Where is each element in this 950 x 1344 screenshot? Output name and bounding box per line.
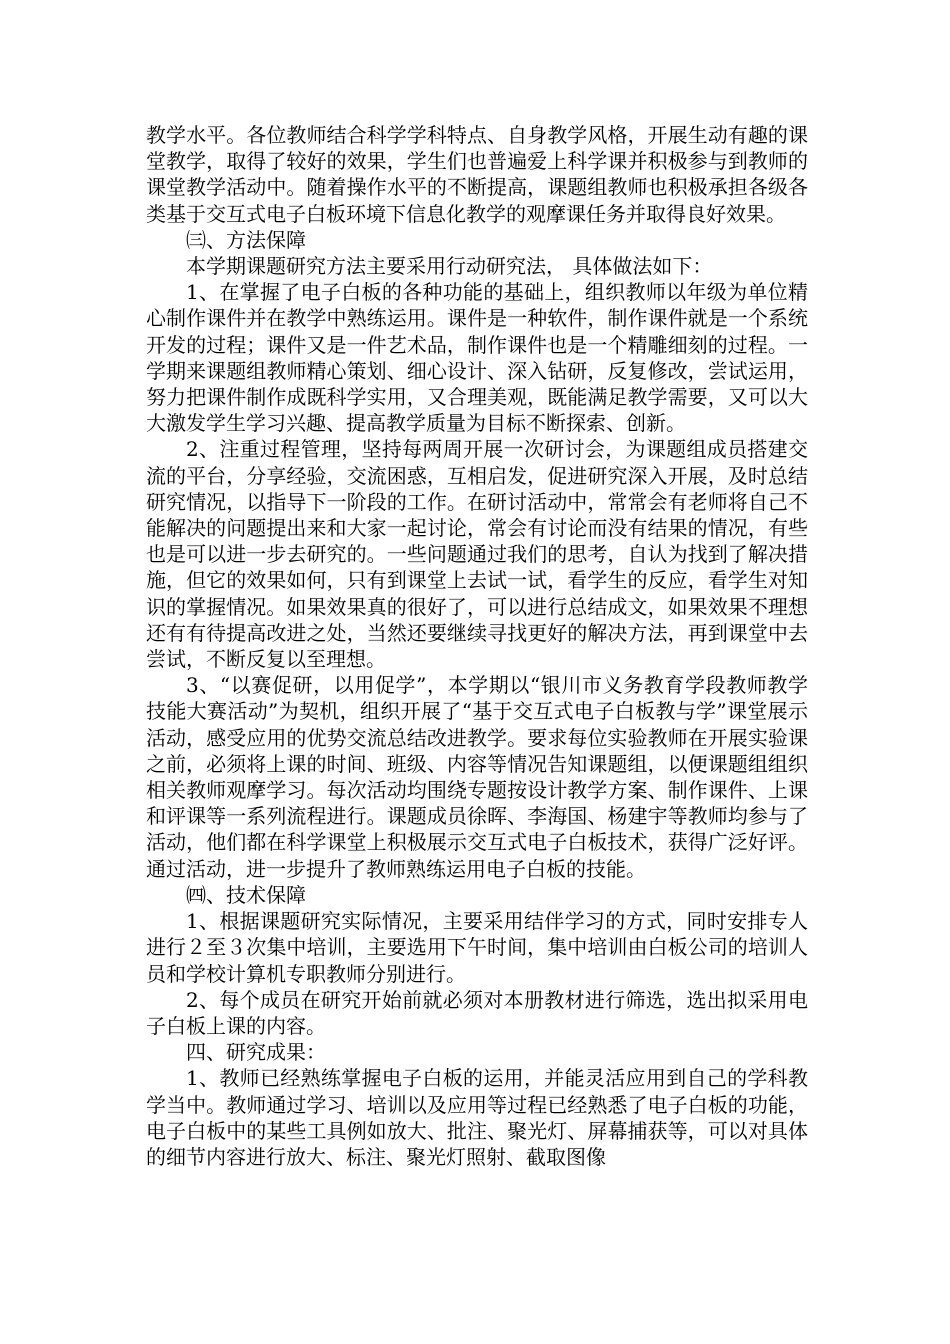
section-heading-method: ㈢、方法保障: [186, 227, 306, 252]
section-heading-tech: ㈣、技术保障: [186, 882, 306, 907]
paragraph-method-2: 2、注重过程管理，坚持每两周开展一次研讨会，为课题组成员搭建交流的平台，分享经验，交流困惑，互相启发，促进研究深入开展，及时总结研究情况，以指导下一阶段的工作。在研讨活动中，常常会有老师将自己不能解决的问题提出来和大家一起讨论，常会有讨论而没有结果的情况，有些也是可以进一步去研究的。一些问题通过我们的思考，自认为找到了解决措施，但它的效果如何，只有到课堂上去试一试，看学生的反应，看学生对知识的掌握情况。如果效果真的很好了，可以进行总结成文，如果效果不理想还有有待提高改进之处，当然还要继续寻找更好的解决方法，再到课堂中去尝试，不断反复以至理想。: [146, 437, 808, 672]
section-heading-results: 四、研究成果：: [186, 1040, 326, 1065]
paragraph-tech-1: 1、根据课题研究实际情况，主要采用结伴学习的方式，同时安排专人进行２至３次集中培训，主要选用下午时间，集中培训由白板公司的培训人员和学校计算机专职教师分别进行。: [146, 909, 808, 986]
document-body: [146, 122, 808, 1170]
paragraph-tech-2: 2、每个成员在研究开始前就必须对本册教材进行筛选，选出拟采用电子白板上课的内容。: [146, 987, 808, 1038]
paragraph-results-1: 1、教师已经熟练掌握电子白板的运用，并能灵活应用到自己的学科教学当中。教师通过学习、培训以及应用等过程已经熟悉了电子白板的功能，电子白板中的某些工具例如放大、批注、聚光灯、屏幕捕获等，可以对具体的细节内容进行放大、标注、聚光灯照射、截取图像: [146, 1066, 808, 1169]
paragraph-continuation: 教学水平。各位教师结合科学学科特点、自身教学风格，开展生动有趣的课堂教学，取得了较好的效果，学生们也普遍爱上科学课并积极参与到教师的课堂教学活动中。随着操作水平的不断提高，课题组教师也积极承担各级各类基于交互式电子白板环境下信息化教学的观摩课任务并取得良好效果。: [146, 123, 808, 226]
paragraph-method-1: 1、在掌握了电子白板的各种功能的基础上，组织教师以年级为单位精心制作课件并在教学中熟练运用。课件是一种软件，制作课件就是一个系统开发的过程；课件又是一件艺术品，制作课件也是一个精雕细刻的过程。一学期来课题组教师精心策划、细心设计、深入钻研，反复修改，尝试运用，努力把课件制作成既科学实用，又合理美观，既能满足教学需要，又可以大大激发学生学习兴趣、提高教学质量为目标不断探索、创新。: [146, 280, 808, 436]
paragraph-method-intro: 本学期课题研究方法主要采用行动研究法， 具体做法如下：: [186, 254, 713, 279]
paragraph-method-3: 3、“以赛促研，以用促学”，本学期以“银川市义务教育学段教师教学技能大赛活动”为契机，组织开展了“基于交互式电子白板教与学”课堂展示活动，感受应用的优势交流总结改进教学。要求每位实验教师在开展实验课之前，必须将上课的时间、班级、内容等情况告知课题组，以便课题组组织相关教师观摩学习。每次活动均围绕专题按设计教学方案、制作课件、上课和评课等一系列流程进行。课题成员徐晖、李海国、杨建宇等教师均参与了活动，他们都在科学课堂上积极展示交互式电子白板技术，获得广泛好评。通过活动，进一步提升了教师熟练运用电子白板的技能。: [146, 673, 808, 881]
